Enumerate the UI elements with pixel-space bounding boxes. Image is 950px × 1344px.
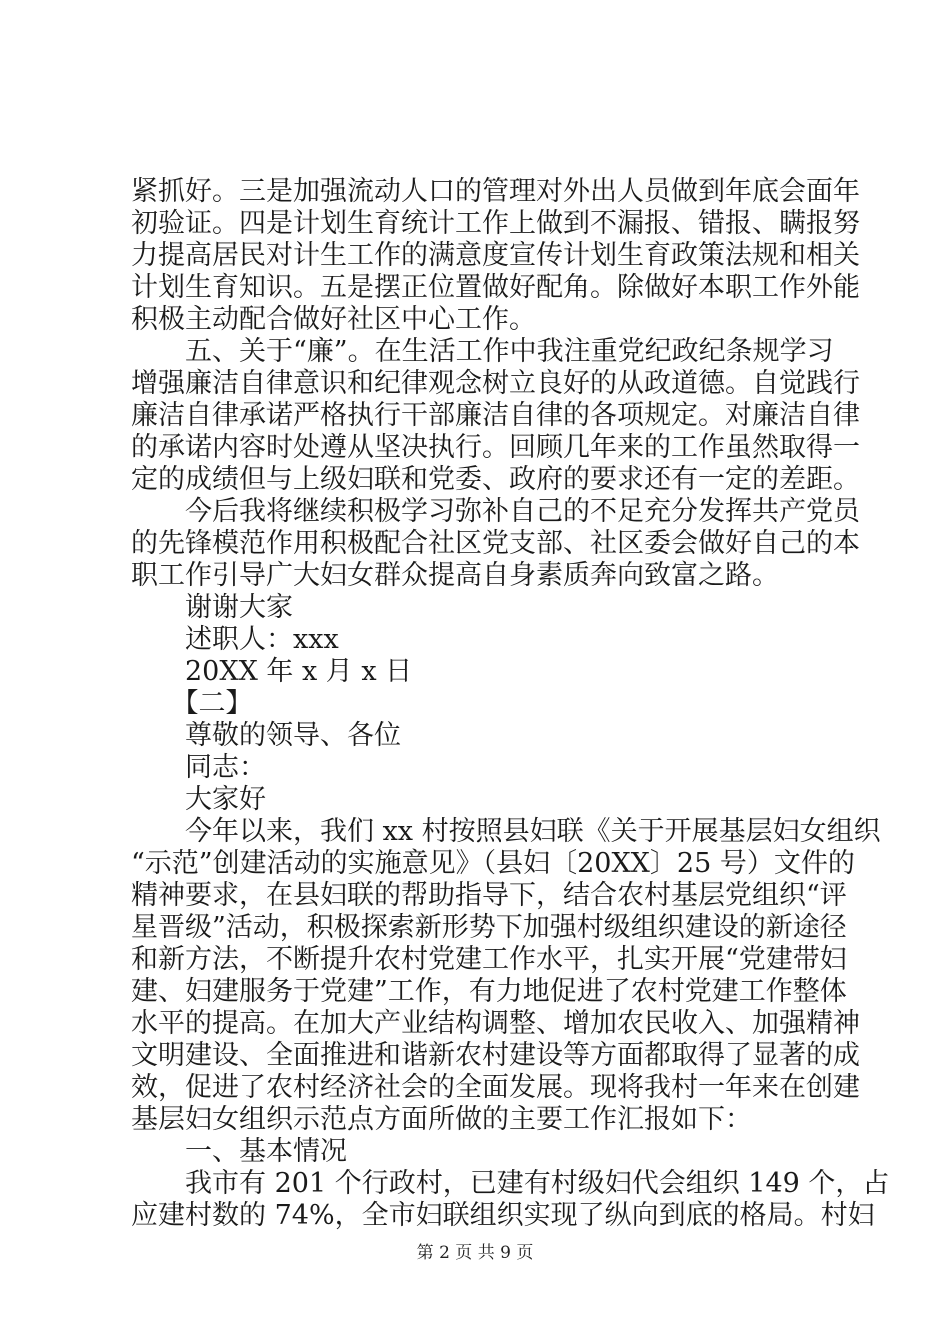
text-line: 今年以来，我们 xx 村按照县妇联《关于开展基层妇女组织 xyxy=(131,816,881,847)
text-line: 星晋级”活动，积极探索新形势下加强村级组织建设的新途径 xyxy=(131,912,847,943)
section-heading: 【二】 xyxy=(131,688,253,719)
text-line: 初验证。四是计划生育统计工作上做到不漏报、错报、瞒报努 xyxy=(131,208,860,239)
text-line: 精神要求，在县妇联的帮助指导下，结合农村基层党组织“评 xyxy=(131,880,847,911)
text-line: 廉洁自律承诺严格执行干部廉洁自律的各项规定。对廉洁自律 xyxy=(131,400,860,431)
text-line: 基层妇女组织示范点方面所做的主要工作汇报如下： xyxy=(131,1104,752,1135)
text-line: 应建村数的 74%，全市妇联组织实现了纵向到底的格局。村妇 xyxy=(131,1200,875,1231)
text-line: 效，促进了农村经济社会的全面发展。现将我村一年来在创建 xyxy=(131,1072,860,1103)
text-line: 紧抓好。三是加强流动人口的管理对外出人员做到年底会面年 xyxy=(131,176,860,207)
text-line: 五、关于“廉”。在生活工作中我注重党纪政纪条规学习 xyxy=(131,336,834,367)
text-line: 定的成绩但与上级妇联和党委、政府的要求还有一定的差距。 xyxy=(131,464,860,495)
text-line: 的先锋模范作用积极配合社区党支部、社区委会做好自己的本 xyxy=(131,528,860,559)
text-line: 职工作引导广大妇女群众提高自身素质奔向致富之路。 xyxy=(131,560,779,591)
text-line: 20XX 年 x 月 x 日 xyxy=(131,656,413,687)
section-heading: 一、基本情况 xyxy=(131,1136,347,1167)
page-number-label: 第 2 页 共 9 页 xyxy=(416,1243,534,1263)
text-line: “示范”创建活动的实施意见》（县妇〔20XX〕25 号）文件的 xyxy=(131,848,855,879)
text-line: 谢谢大家 xyxy=(131,592,293,623)
text-line: 增强廉洁自律意识和纪律观念树立良好的从政道德。自觉践行 xyxy=(131,368,860,399)
text-line: 述职人：xxx xyxy=(131,624,339,655)
text-line: 的承诺内容时处遵从坚决执行。回顾几年来的工作虽然取得一 xyxy=(131,432,860,463)
text-line: 积极主动配合做好社区中心工作。 xyxy=(131,304,536,335)
text-line: 大家好 xyxy=(131,784,266,815)
text-line: 力提高居民对计生工作的满意度宣传计划生育政策法规和相关 xyxy=(131,240,860,271)
text-line: 和新方法，不断提升农村党建工作水平，扎实开展“党建带妇 xyxy=(131,944,847,975)
text-line: 计划生育知识。五是摆正位置做好配角。除做好本职工作外能 xyxy=(131,272,860,303)
text-line: 尊敬的领导、各位 xyxy=(131,720,401,751)
page-footer xyxy=(0,1242,950,1264)
text-line: 同志： xyxy=(131,752,266,783)
text-line: 水平的提高。在加大产业结构调整、增加农民收入、加强精神 xyxy=(131,1008,860,1039)
text-line: 今后我将继续积极学习弥补自己的不足充分发挥共产党员 xyxy=(131,496,860,527)
text-line: 我市有 201 个行政村，已建有村级妇代会组织 149 个，占 xyxy=(131,1168,890,1199)
text-line: 文明建设、全面推进和谐新农村建设等方面都取得了显著的成 xyxy=(131,1040,860,1071)
text-line: 建、妇建服务于党建”工作，有力地促进了农村党建工作整体 xyxy=(131,976,847,1007)
